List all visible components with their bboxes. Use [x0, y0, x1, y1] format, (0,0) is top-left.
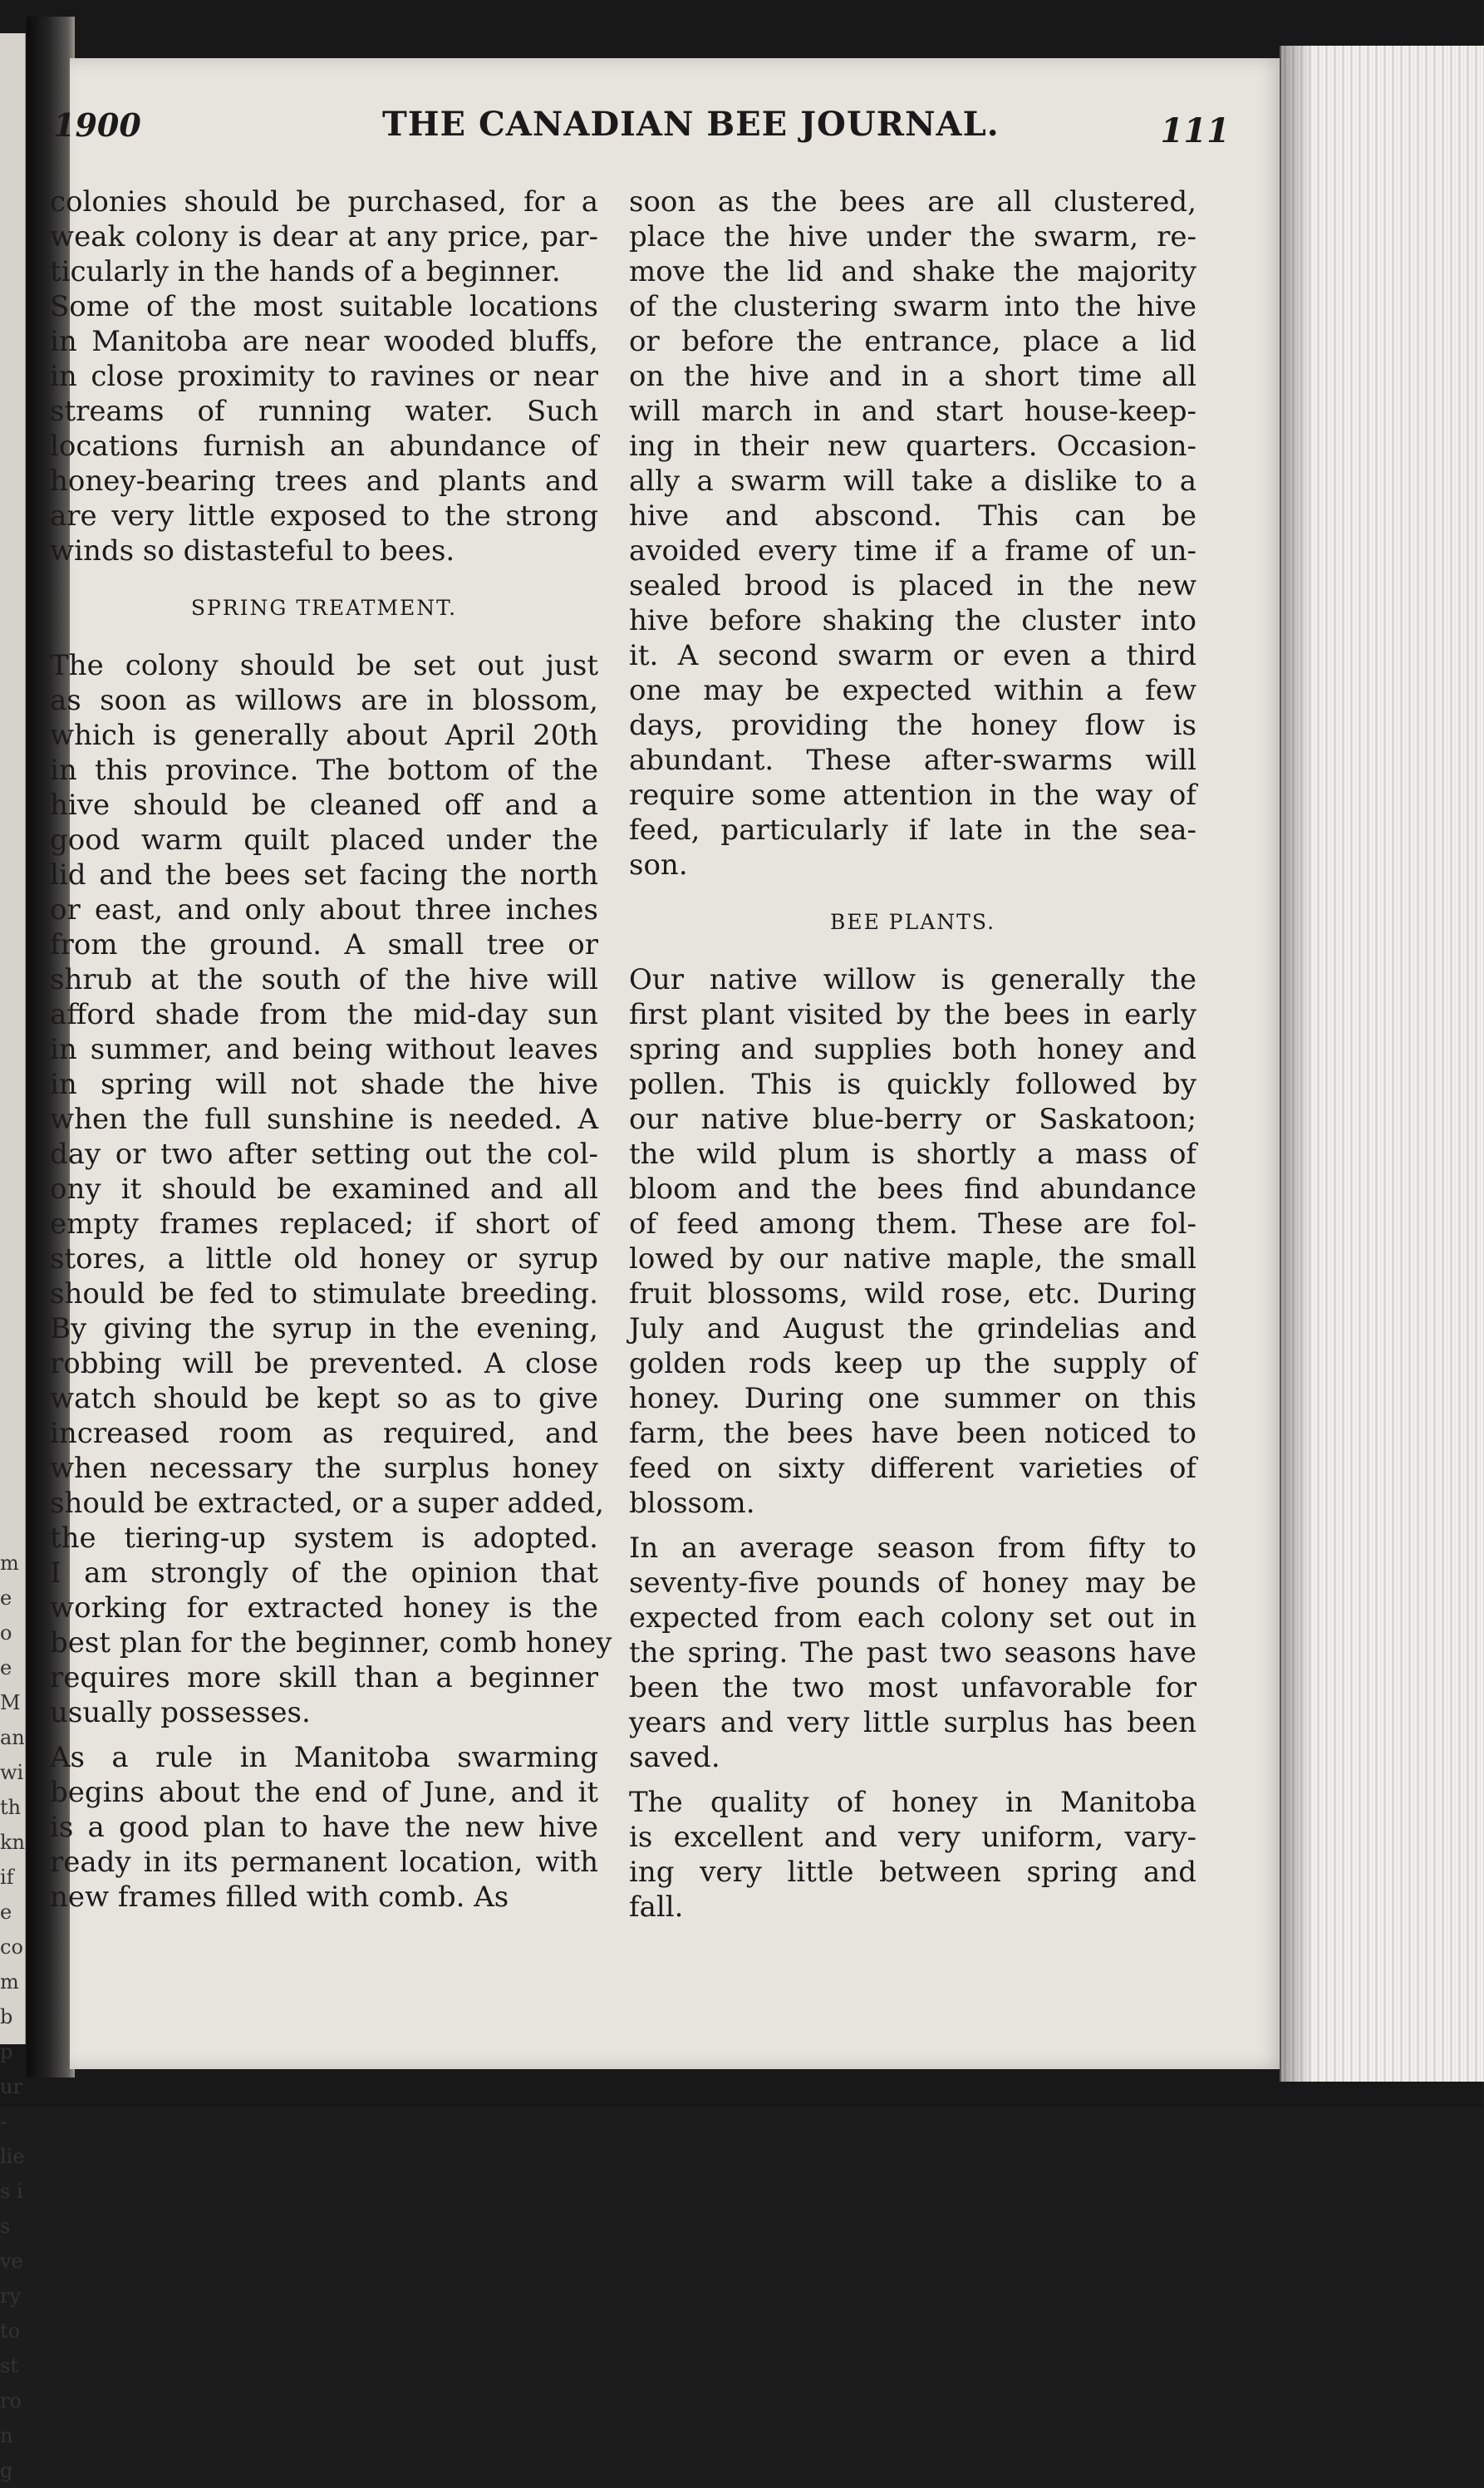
text-line: is excellent and very uniform, vary-: [629, 1821, 1197, 1854]
text-line: colonies should be purchased, for a: [50, 185, 598, 219]
text-line: fall.: [629, 1891, 684, 1924]
text-line: stores, a little old honey or syrup: [50, 1242, 598, 1276]
text-line: bloom and the bees find abundance: [629, 1173, 1197, 1206]
text-line: soon as the bees are all clustered,: [629, 185, 1197, 219]
text-line: in summer, and being without leaves: [50, 1033, 598, 1066]
text-line: avoided every time if a frame of un-: [629, 534, 1197, 568]
text-line: in Manitoba are near wooded bluffs,: [50, 325, 598, 358]
text-line: afford shade from the mid-day sun: [50, 998, 598, 1031]
text-line: when the full sunshine is needed. A: [50, 1103, 598, 1136]
text-line: locations furnish an abundance of: [50, 430, 598, 463]
paragraph: [629, 962, 1197, 1521]
text-line: which is generally about April 20th: [50, 719, 598, 752]
previous-page-fragment: pur-: [0, 2040, 22, 2133]
journal-title: THE CANADIAN BEE JOURNAL.: [382, 105, 1000, 144]
previous-page-fragment: strong: [0, 2354, 22, 2482]
text-line: will march in and start house-keep-: [629, 395, 1197, 428]
text-line: move the lid and shake the majority: [629, 255, 1197, 288]
text-line: As a rule in Manitoba swarming: [50, 1741, 598, 1774]
text-line: from the ground. A small tree or: [50, 928, 598, 961]
text-line: son.: [629, 848, 688, 882]
text-line: on the hive and in a short time all: [629, 360, 1197, 393]
text-line: abundant. These after-swarms will: [629, 744, 1197, 777]
right-column: [629, 184, 1197, 1925]
text-line: farm, the bees have been noticed to: [629, 1417, 1197, 1450]
paragraph: [50, 1740, 598, 1915]
previous-page-fragment: comb: [0, 1935, 23, 2028]
text-line: By giving the syrup in the evening,: [50, 1312, 598, 1345]
text-line: years and very little surplus has been: [629, 1706, 1197, 1739]
text-line: should be extracted, or a super added,: [50, 1487, 604, 1520]
text-line: pollen. This is quickly followed by: [629, 1068, 1197, 1101]
text-line: spring and supplies both honey and: [629, 1033, 1197, 1066]
text-line: best plan for the beginner, comb honey: [50, 1626, 612, 1659]
left-column: [50, 184, 612, 1915]
text-line: Our native willow is generally the: [629, 963, 1197, 996]
text-line: is a good plan to have the new hive: [50, 1811, 598, 1844]
text-line: in close proximity to ravines or near: [50, 360, 598, 393]
paragraph: [629, 184, 1197, 883]
text-line: ready in its permanent location, with: [50, 1846, 598, 1879]
page-block-shadow: [1280, 46, 1313, 2082]
text-line: good warm quilt placed under the: [50, 824, 598, 857]
running-head: [53, 105, 1230, 155]
text-line: The colony should be set out just: [50, 649, 598, 682]
text-line: ticularly in the hands of a beginner.: [50, 255, 561, 288]
text-line: ing in their new quarters. Occasion-: [629, 430, 1197, 463]
text-line: hive should be cleaned off and a: [50, 789, 598, 822]
text-line: our native blue-berry or Saskatoon;: [629, 1103, 1197, 1136]
text-line: of the clustering swarm into the hive: [629, 290, 1197, 323]
text-line: require some attention in the way of: [629, 779, 1197, 812]
text-line: I am strongly of the opinion that: [50, 1556, 598, 1590]
text-line: feed on sixty different varieties of: [629, 1452, 1197, 1485]
text-line: one may be expected within a few: [629, 674, 1197, 707]
text-line: usually possesses.: [50, 1696, 311, 1729]
text-line: shrub at the south of the hive will: [50, 963, 598, 996]
text-line: or before the entrance, place a lid: [629, 325, 1197, 358]
text-line: working for extracted honey is the: [50, 1591, 598, 1625]
previous-page-fragment: very to: [0, 2250, 23, 2343]
text-line: lid and the bees set facing the north: [50, 858, 598, 892]
previous-page-fragment: with: [0, 1761, 24, 1819]
previous-page-fragment: knife: [0, 1831, 25, 1924]
text-line: The quality of honey in Manitoba: [629, 1786, 1197, 1819]
text-line: the tiering-up system is adopted.: [50, 1522, 598, 1555]
text-line: expected from each colony set out in: [629, 1601, 1197, 1635]
text-line: hive before shaking the cluster into: [629, 604, 1197, 637]
text-line: the spring. The past two seasons have: [629, 1636, 1197, 1669]
text-line: place the hive under the swarm, re-: [629, 220, 1197, 253]
text-line: been the two most unfavorable for: [629, 1671, 1197, 1704]
paragraph: [629, 1785, 1197, 1925]
text-line: streams of running water. Such: [50, 395, 598, 428]
text-line: weak colony is dear at any price, par-: [50, 220, 598, 253]
header-year: 1900: [53, 106, 141, 144]
text-line: of feed among them. These are fol-: [629, 1207, 1197, 1241]
text-line: ony it should be examined and all: [50, 1173, 598, 1206]
text-line: days, providing the honey flow is: [629, 709, 1197, 742]
previous-page-edge: [0, 33, 26, 2482]
text-line: begins about the end of June, and it: [50, 1776, 598, 1809]
text-line: ing very little between spring and: [629, 1856, 1197, 1889]
text-line: July and August the grindelias and: [629, 1312, 1197, 1345]
text-line: sealed brood is placed in the new: [629, 569, 1197, 602]
text-line: Some of the most suitable locations: [50, 290, 598, 323]
text-line: are very little exposed to the strong: [50, 499, 598, 533]
text-line: robbing will be prevented. A close: [50, 1347, 598, 1380]
text-line: honey. During one summer on this: [629, 1382, 1197, 1415]
text-line: seventy-five pounds of honey may be: [629, 1566, 1197, 1600]
text-line: when necessary the surplus honey: [50, 1452, 598, 1485]
text-line: requires more skill than a beginner: [50, 1661, 598, 1694]
text-line: lowed by our native maple, the small: [629, 1242, 1197, 1276]
text-line: fruit blossoms, wild rose, etc. During: [629, 1277, 1197, 1310]
text-line: in spring will not shade the hive: [50, 1068, 598, 1101]
text-line: day or two after setting out the col-: [50, 1138, 598, 1171]
text-line: blossom.: [629, 1487, 755, 1520]
text-line: ally a swarm will take a dislike to a: [629, 465, 1197, 498]
text-line: new frames filled with comb. As: [50, 1881, 509, 1914]
text-line: saved.: [629, 1741, 720, 1774]
text-line: it. A second swarm or even a third: [629, 639, 1197, 672]
page-number: 111: [1160, 111, 1230, 150]
text-line: In an average season from fifty to: [629, 1532, 1197, 1565]
previous-page-fragment: lies is: [0, 2145, 25, 2238]
paragraph: [50, 289, 598, 568]
section-heading-spring-treatment: SPRING TREATMENT.: [190, 596, 458, 620]
text-line: increased room as required, and: [50, 1417, 598, 1450]
text-line: as soon as willows are in blossom,: [50, 684, 598, 717]
text-line: watch should be kept so as to give: [50, 1382, 598, 1415]
paragraph: [50, 648, 612, 1730]
text-line: winds so distasteful to bees.: [50, 534, 455, 568]
text-line: or east, and only about three inches: [50, 893, 598, 927]
text-line: honey-bearing trees and plants and: [50, 465, 598, 498]
previous-page-fragment: e Man: [0, 1656, 25, 1749]
section-heading-bee-plants: BEE PLANTS.: [829, 910, 996, 934]
text-line: first plant visited by the bees in early: [629, 998, 1197, 1031]
paragraph: [50, 184, 598, 289]
previous-page-text: [0, 33, 25, 2482]
text-line: feed, particularly if late in the sea-: [629, 814, 1197, 847]
text-line: should be fed to stimulate breeding.: [50, 1277, 598, 1310]
text-line: golden rods keep up the supply of: [629, 1347, 1197, 1380]
paragraph: [629, 1531, 1197, 1775]
text-line: in this province. The bottom of the: [50, 754, 598, 787]
text-line: hive and abscond. This can be: [629, 499, 1197, 533]
text-line: the wild plum is shortly a mass of: [629, 1138, 1197, 1171]
previous-page-fragment: me o: [0, 1551, 19, 1645]
text-line: empty frames replaced; if short of: [50, 1207, 598, 1241]
